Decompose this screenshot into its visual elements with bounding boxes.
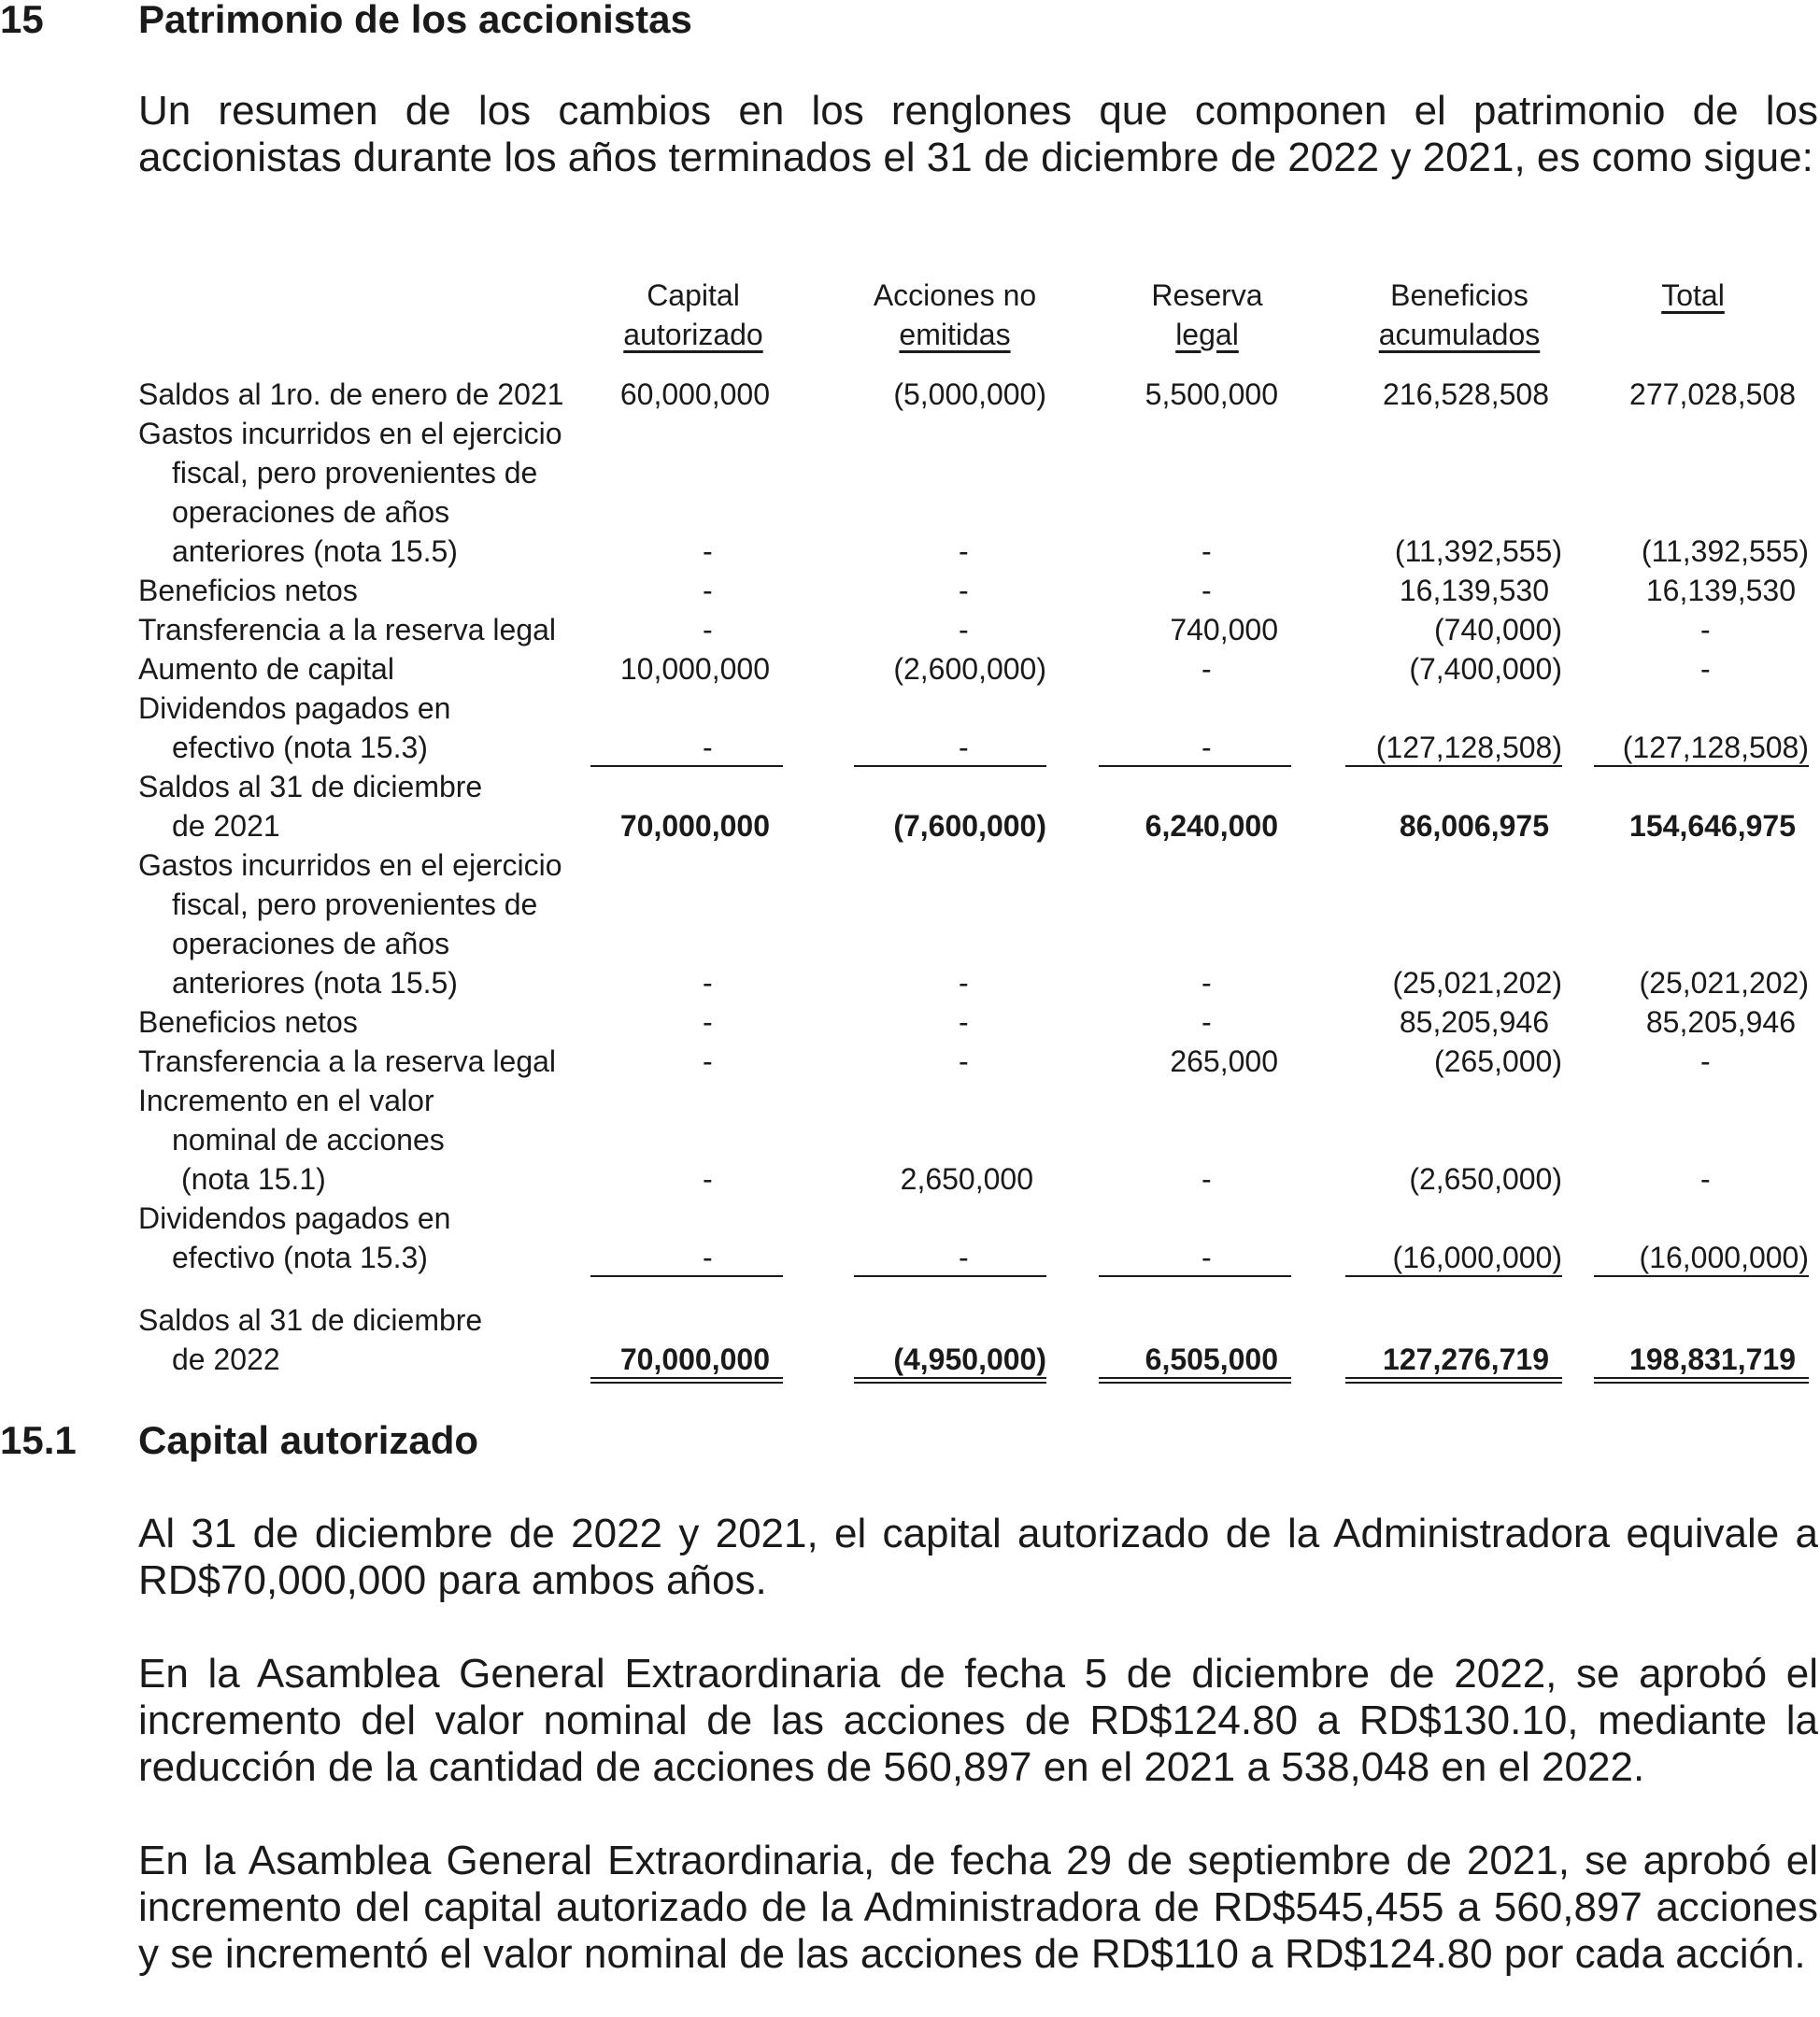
row-label: Saldos al 31 de diciembre [138,770,483,803]
column-header-capital: Capital autorizado [623,278,763,351]
table-cell: 16,139,530 [1399,574,1549,607]
table-cell: - [703,731,713,764]
table-cell: (2,650,000) [1409,1162,1562,1196]
row-label: Gastos incurridos en el ejercicio [138,417,562,450]
row-label: Saldos al 31 de diciembre [138,1303,483,1337]
subtotal-underline [1099,1275,1291,1277]
table-cell: 5,500,000 [1145,377,1278,411]
table-cell: 85,205,946 [1399,1005,1549,1039]
table-cell: - [959,534,969,568]
table-cell: 86,006,975 [1399,809,1549,843]
table-cell: 277,028,508 [1629,377,1796,411]
column-header-acciones: Acciones no emitidas [873,278,1037,351]
table-cell: - [1700,1044,1711,1078]
table-cell: 85,205,946 [1645,1005,1796,1039]
subtotal-underline [854,765,1046,767]
table-cell: - [1700,1162,1711,1196]
table-cell: 2,650,000 [900,1162,1033,1196]
table-cell: 127,276,719 [1383,1342,1549,1376]
row-label: Saldos al 1ro. de enero de 2021 [138,377,564,411]
table-cell: (25,021,202) [1639,966,1809,1000]
table-cell: - [1201,534,1212,568]
row-label: Aumento de capital [138,652,394,686]
table-cell: - [1201,966,1212,1000]
double-underline [1345,1377,1562,1379]
table-cell: (2,600,000) [893,652,1046,686]
paragraph-capital: Al 31 de diciembre de 2022 y 2021, el capital autorizado de la Administradora equivale a RD$70,000,000 para ambos años. [138,1511,1818,1603]
table-cell: 198,831,719 [1629,1342,1796,1376]
subtotal-underline [590,1275,783,1277]
table-cell: - [1201,652,1212,686]
table-cell: 6,240,000 [1145,809,1278,843]
subtotal-underline [854,1275,1046,1277]
table-cell: - [703,574,713,607]
subtotal-underline [1594,1275,1809,1277]
table-cell: - [959,574,969,607]
table-cell: (7,600,000) [893,809,1046,843]
section-number: 15 [0,0,44,41]
row-label: anteriores (nota 15.5) [172,966,458,1000]
subtotal-underline [1345,1275,1562,1277]
subtotal-underline [1345,765,1562,767]
table-cell: - [959,1241,969,1274]
row-label: Beneficios netos [138,574,358,607]
double-underline [1594,1377,1809,1379]
row-label: Beneficios netos [138,1005,358,1039]
table-cell: (16,000,000) [1392,1241,1562,1274]
row-label: Dividendos pagados en [138,691,451,725]
table-cell: (265,000) [1434,1044,1562,1078]
double-underline [1099,1377,1291,1379]
table-cell: - [703,534,713,568]
table-cell: (4,950,000) [893,1342,1046,1376]
table-cell: 216,528,508 [1383,377,1549,411]
table-cell: - [959,1044,969,1078]
table-cell: 154,646,975 [1629,809,1796,843]
table-cell: (25,021,202) [1392,966,1562,1000]
paragraph-asamblea-2022: En la Asamblea General Extraordinaria de fecha 5 de diciembre de 2022, se aprobó el incremento del valor nominal de las acciones de RD$124.80 a RD$130.10, mediante la reducción de la cantidad de acciones de 560,897 en el 2021 a 538,048 en el 2022. [138,1651,1818,1790]
table-cell: (5,000,000) [893,377,1046,411]
row-label: Gastos incurridos en el ejercicio [138,848,562,882]
row-label: de 2022 [172,1342,280,1376]
table-cell: - [703,966,713,1000]
table-cell: 6,505,000 [1145,1342,1278,1376]
table-cell: (11,392,555) [1641,534,1809,568]
table-cell: 740,000 [1170,613,1278,646]
table-cell: - [959,966,969,1000]
subsection-number: 15.1 [0,1418,77,1462]
table-cell: - [959,731,969,764]
row-label: efectivo (nota 15.3) [172,1241,428,1274]
row-label: Incremento en el valor [138,1084,434,1117]
table-cell: 70,000,000 [619,809,770,843]
double-underline [590,1377,783,1379]
table-cell: - [1201,574,1212,607]
row-label: de 2021 [172,809,280,843]
table-cell: - [1201,731,1212,764]
table-cell: - [1700,652,1711,686]
table-cell: 10,000,000 [619,652,770,686]
row-label: fiscal, pero provenientes de [172,888,538,921]
row-label: anteriores (nota 15.5) [172,534,458,568]
table-cell: - [703,1005,713,1039]
intro-paragraph: Un resumen de los cambios en los renglones que componen el patrimonio de los accionistas durante los años terminados el 31 de diciembre de 2022 y 2021, es como sigue: [138,88,1818,180]
table-cell: (127,128,508) [1375,731,1562,764]
table-cell: - [959,1005,969,1039]
row-label: Dividendos pagados en [138,1201,451,1235]
row-label: Transferencia a la reserva legal [138,1044,557,1078]
row-label: (nota 15.1) [181,1162,326,1196]
table-cell: - [703,1162,713,1196]
row-label: operaciones de años [172,495,450,529]
table-cell: - [1201,1241,1212,1274]
table-cell: 70,000,000 [619,1342,770,1376]
row-label: fiscal, pero provenientes de [172,456,538,490]
table-cell: (11,392,555) [1394,534,1562,568]
subtotal-underline [1099,765,1291,767]
table-cell: (740,000) [1434,613,1562,646]
column-header-beneficios: Beneficios acumulados [1378,278,1541,351]
table-cell: - [703,613,713,646]
table-cell: - [1201,1162,1212,1196]
table-cell: - [1201,1005,1212,1039]
row-label: nominal de acciones [172,1123,445,1157]
paragraph-asamblea-2021: En la Asamblea General Extraordinaria, de fecha 29 de septiembre de 2021, se aprobó el incremento del capital autorizado de la Administradora de RD$545,455 a 560,897 acciones y se incrementó el valor nominal de las acciones de RD$110 a RD$124.80 por cada acción. [138,1838,1818,1977]
subtotal-underline [590,765,783,767]
table-cell: (16,000,000) [1639,1241,1809,1274]
table-cell: (127,128,508) [1622,731,1809,764]
table-cell: - [703,1044,713,1078]
table-cell: 16,139,530 [1645,574,1796,607]
table-cell: - [703,1241,713,1274]
section-title: Patrimonio de los accionistas [138,0,692,41]
table-cell: - [959,613,969,646]
subsection-title: Capital autorizado [138,1418,479,1462]
table-cell: - [1700,613,1711,646]
table-cell: 60,000,000 [619,377,770,411]
column-header-total: Total [1661,278,1725,312]
table-cell: 265,000 [1170,1044,1278,1078]
row-label: operaciones de años [172,927,450,960]
row-label: efectivo (nota 15.3) [172,731,428,764]
double-underline [854,1377,1046,1379]
row-label: Transferencia a la reserva legal [138,613,557,646]
subtotal-underline [1594,765,1809,767]
table-cell: (7,400,000) [1409,652,1562,686]
column-header-reserva: Reserva legal [1151,278,1263,351]
